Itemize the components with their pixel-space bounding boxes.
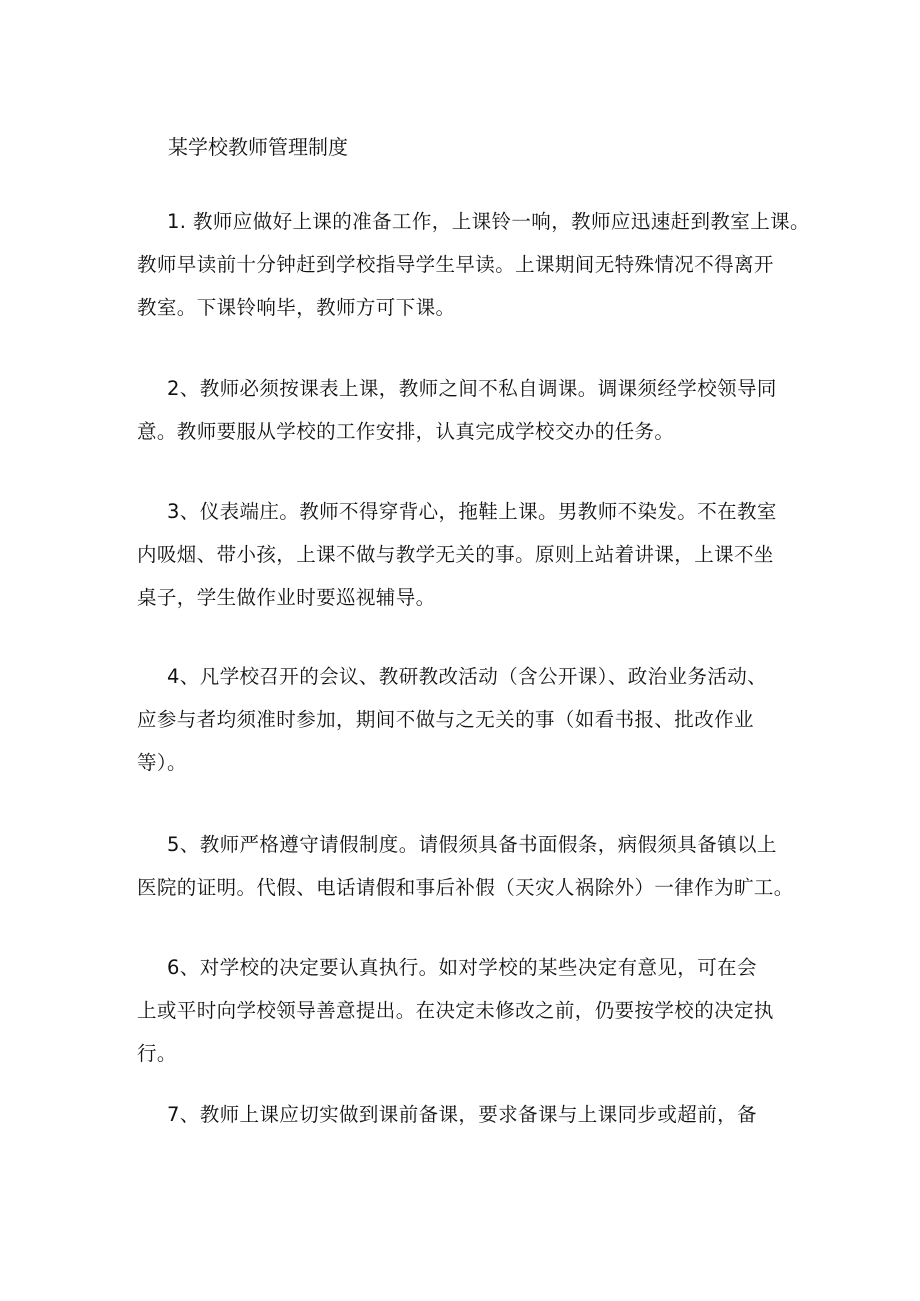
- paragraph-line: 应参与者均须准时参加，期间不做与之无关的事（如看书报、批改作业: [137, 708, 754, 731]
- paragraph-line: 4、凡学校召开的会议、教研教改活动（含公开课）、政治业务活动、: [167, 665, 768, 688]
- rule-paragraph-3: [137, 490, 807, 619]
- paragraph-line: 1. 教师应做好上课的准备工作，上课铃一响，教师应迅速赶到教室上课。: [167, 210, 810, 233]
- paragraph-line: 5、教师严格遵守请假制度。请假须具备书面假条，病假须具备镇以上: [167, 833, 777, 856]
- paragraph-line: 7、教师上课应切实做到课前备课，要求备课与上课同步或超前，备: [167, 1103, 757, 1126]
- paragraph-line: 3、仪表端庄。教师不得穿背心，拖鞋上课。男教师不染发。不在教室: [167, 500, 777, 523]
- rule-paragraph-7: [137, 1093, 807, 1136]
- paragraph-line: 行。: [137, 1042, 177, 1065]
- rule-paragraph-4: [137, 655, 807, 784]
- rule-paragraph-5: [137, 823, 807, 909]
- document-title: 某学校教师管理制度: [168, 135, 348, 159]
- paragraph-line: 上或平时向学校领导善意提出。在决定未修改之前，仍要按学校的决定执: [137, 999, 774, 1022]
- rule-paragraph-2: [137, 367, 807, 453]
- paragraph-line: 2、教师必须按课表上课，教师之间不私自调课。调课须经学校领导同: [167, 377, 777, 400]
- paragraph-line: 6、对学校的决定要认真执行。如对学校的某些决定有意见，可在会: [167, 956, 757, 979]
- paragraph-line: 教室。下课铃响毕，教师方可下课。: [137, 296, 456, 319]
- rule-paragraph-1: [137, 200, 810, 329]
- paragraph-line: 意。教师要服从学校的工作安排，认真完成学校交办的任务。: [137, 420, 675, 443]
- rule-paragraph-6: [137, 946, 807, 1075]
- paragraph-line: 内吸烟、带小孩，上课不做与教学无关的事。原则上站着讲课，上课不坐: [137, 543, 774, 566]
- paragraph-line: 医院的证明。代假、电话请假和事后补假（天灾人祸除外）一律作为旷工。: [137, 876, 794, 899]
- paragraph-line: 等）。: [137, 751, 187, 774]
- paragraph-line: 桌子，学生做作业时要巡视辅导。: [137, 586, 436, 609]
- paragraph-line: 教师早读前十分钟赶到学校指导学生早读。上课期间无特殊情况不得离开: [137, 253, 774, 276]
